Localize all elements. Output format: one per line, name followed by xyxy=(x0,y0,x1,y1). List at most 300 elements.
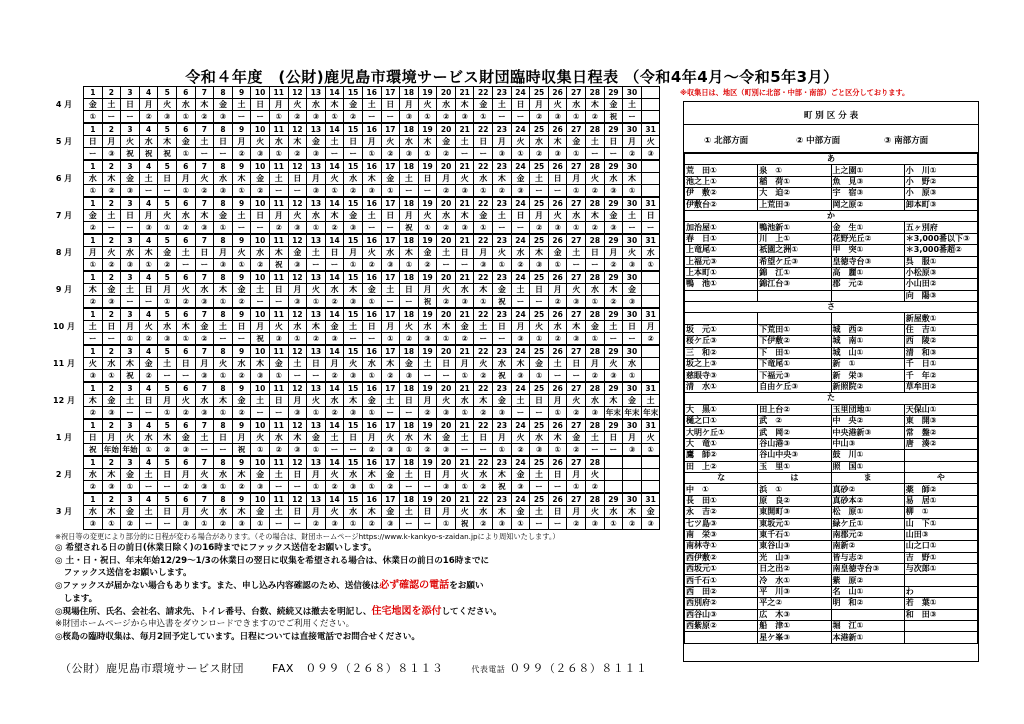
collection-calendar xyxy=(55,86,669,530)
day-cell: 9 xyxy=(232,383,251,395)
code-cell: ② xyxy=(84,481,103,493)
ward-cell: 広 木③ xyxy=(758,609,831,620)
weekday-cell: 木 xyxy=(567,321,586,333)
ward-cell xyxy=(904,621,977,632)
weekday-cell: 月 xyxy=(604,247,623,259)
code-cell: ー xyxy=(288,518,307,530)
day-cell: 7 xyxy=(195,124,214,136)
ward-cell: 住 吉① xyxy=(904,324,977,335)
day-cell: 11 xyxy=(269,383,288,395)
ward-cell: 呉 服① xyxy=(904,256,977,267)
day-cell: 4 xyxy=(139,346,158,358)
day-cell xyxy=(604,457,623,469)
code-cell: ③ xyxy=(195,222,214,234)
weekday-cell: 木 xyxy=(418,432,437,444)
weekday-cell: 土 xyxy=(214,321,233,333)
weekday-cell: 火 xyxy=(176,284,195,296)
code-cell: ② xyxy=(307,518,326,530)
day-cell: 28 xyxy=(586,346,605,358)
code-cell: 祝 xyxy=(121,148,140,160)
code-cell: ② xyxy=(288,148,307,160)
month-table xyxy=(83,234,660,271)
code-cell: ③ xyxy=(307,148,326,160)
weekday-cell: 水 xyxy=(176,99,195,111)
day-cell: 12 xyxy=(288,87,307,99)
day-cell: 3 xyxy=(121,87,140,99)
weekday-cell: 月 xyxy=(102,432,121,444)
day-cell: 22 xyxy=(474,235,493,247)
day-cell: 25 xyxy=(530,161,549,173)
month-table xyxy=(83,382,660,419)
weekday-cell: 火 xyxy=(195,469,214,481)
code-cell: ③ xyxy=(400,370,419,382)
table-row xyxy=(685,165,978,176)
weekday-cell: 木 xyxy=(325,99,344,111)
ward-cell: 松 原① xyxy=(831,507,904,518)
section-header: か xyxy=(685,210,978,221)
ward-cell: 下伊敷② xyxy=(758,336,831,347)
day-cell: 24 xyxy=(511,161,530,173)
code-cell: ③ xyxy=(548,148,567,160)
day-cell: 26 xyxy=(548,198,567,210)
weekday-cell: 金 xyxy=(251,506,270,518)
weekday-cell: 木 xyxy=(586,210,605,222)
weekday-cell: 土 xyxy=(474,321,493,333)
ward-cell: 中 央② xyxy=(831,415,904,426)
day-cell: 17 xyxy=(381,309,400,321)
weekday-cell: 月 xyxy=(530,210,549,222)
code-cell xyxy=(641,481,660,493)
weekday-cell: 金 xyxy=(604,210,623,222)
code-cell xyxy=(604,481,623,493)
weekday-cell: 水 xyxy=(418,321,437,333)
ward-cell: 桜ケ丘③ xyxy=(685,336,758,347)
day-cell: 13 xyxy=(307,272,326,284)
weekday-cell: 火 xyxy=(84,358,103,370)
code-cell: ① xyxy=(307,444,326,456)
day-cell: 25 xyxy=(530,383,549,395)
weekday-cell: 火 xyxy=(586,173,605,185)
note-line: ファックス送信をお願いします。 xyxy=(55,568,192,579)
weekday-cell: 水 xyxy=(344,173,363,185)
weekday-cell: 日 xyxy=(474,432,493,444)
day-cell: 18 xyxy=(400,198,419,210)
weekday-cell: 日 xyxy=(604,136,623,148)
code-cell: ー xyxy=(400,296,419,308)
day-cell: 28 xyxy=(586,272,605,284)
weekday-cell: 火 xyxy=(381,136,400,148)
weekday-cell: 水 xyxy=(214,173,233,185)
day-cell: 15 xyxy=(344,383,363,395)
code-cell: ー xyxy=(84,333,103,345)
ward-cell: 大明ケ丘① xyxy=(685,427,758,438)
day-cell: 30 xyxy=(623,420,642,432)
day-cell: 7 xyxy=(195,420,214,432)
ward-cell: 薬 師② xyxy=(904,484,977,495)
table-row xyxy=(685,279,978,290)
legend-central: ② 中部方面 xyxy=(796,136,841,146)
code-cell: ② xyxy=(474,518,493,530)
code-cell: ① xyxy=(474,185,493,197)
weekday-cell: 月 xyxy=(400,210,419,222)
code-cell: ③ xyxy=(381,444,400,456)
ward-cell: 玉里団地① xyxy=(831,404,904,415)
ward-cell xyxy=(831,290,904,301)
day-cell: 19 xyxy=(418,420,437,432)
code-cell: ① xyxy=(400,259,419,271)
day-cell: 1 xyxy=(84,383,103,395)
weekday-cell: 金 xyxy=(121,173,140,185)
code-cell: ③ xyxy=(195,370,214,382)
weekday-cell: 水 xyxy=(400,136,419,148)
code-cell: ー xyxy=(158,185,177,197)
code-cell: ー xyxy=(493,333,512,345)
day-cell: 20 xyxy=(437,272,456,284)
ward-cell: 武 岡② xyxy=(758,427,831,438)
day-cell: 16 xyxy=(362,457,381,469)
day-cell: 23 xyxy=(493,420,512,432)
code-cell: ② xyxy=(232,481,251,493)
ward-cell: 武 ② xyxy=(758,415,831,426)
code-cell: ② xyxy=(511,444,530,456)
weekday-cell: 木 xyxy=(586,99,605,111)
day-cell: 4 xyxy=(139,124,158,136)
weekday-cell: 木 xyxy=(214,395,233,407)
ward-cell: 城 山① xyxy=(831,347,904,358)
weekday-cell: 火 xyxy=(641,136,660,148)
ward-cell xyxy=(685,632,758,643)
code-cell: ① xyxy=(84,259,103,271)
weekday-cell: 土 xyxy=(102,210,121,222)
day-cell: 25 xyxy=(530,494,549,506)
ward-cell: 若 葉① xyxy=(904,598,977,609)
day-cell: 28 xyxy=(586,383,605,395)
code-cell: ② xyxy=(567,518,586,530)
day-cell: 12 xyxy=(288,494,307,506)
notes-section xyxy=(55,532,685,644)
day-cell: 14 xyxy=(325,346,344,358)
table-row xyxy=(685,438,978,449)
code-cell: ① xyxy=(214,481,233,493)
weekday-cell: 日 xyxy=(511,210,530,222)
weekday-cell: 水 xyxy=(455,395,474,407)
code-cell: ③ xyxy=(362,185,381,197)
day-cell: 27 xyxy=(567,124,586,136)
day-cell: 4 xyxy=(139,309,158,321)
day-cell: 14 xyxy=(325,161,344,173)
code-cell: ② xyxy=(325,296,344,308)
day-cell: 29 xyxy=(604,420,623,432)
weekday-cell: 木 xyxy=(195,99,214,111)
day-cell: 28 xyxy=(586,235,605,247)
day-cell: 12 xyxy=(288,457,307,469)
day-cell: 21 xyxy=(455,457,474,469)
ward-cell: 鷹 師② xyxy=(685,450,758,461)
weekday-cell: 火 xyxy=(530,321,549,333)
ward-cell: 大 迫② xyxy=(758,188,831,199)
code-cell: ① xyxy=(586,296,605,308)
code-cell: ① xyxy=(214,407,233,419)
day-cell: 29 xyxy=(604,235,623,247)
code-cell: ー xyxy=(641,222,660,234)
table-row xyxy=(685,484,978,495)
ward-cell: 小 野② xyxy=(904,176,977,187)
weekday-cell: 火 xyxy=(269,321,288,333)
day-cell: 19 xyxy=(418,346,437,358)
weekday-cell: 金 xyxy=(511,506,530,518)
weekday-cell: 火 xyxy=(195,506,214,518)
code-cell: ① xyxy=(567,481,586,493)
code-cell: ③ xyxy=(121,259,140,271)
weekday-cell: 木 xyxy=(325,210,344,222)
code-cell: ③ xyxy=(195,481,214,493)
code-cell: ① xyxy=(102,370,121,382)
weekday-cell: 土 xyxy=(269,173,288,185)
weekday-cell: 金 xyxy=(251,173,270,185)
day-cell: 18 xyxy=(400,420,419,432)
weekday-cell: 金 xyxy=(381,469,400,481)
code-cell: ② xyxy=(139,111,158,123)
weekday-cell: 木 xyxy=(362,173,381,185)
table-row xyxy=(84,185,660,197)
code-cell: ③ xyxy=(102,481,121,493)
table-row xyxy=(84,370,660,382)
day-cell: 30 xyxy=(623,494,642,506)
day-cell: 11 xyxy=(269,457,288,469)
month-table xyxy=(83,419,660,456)
code-cell: ③ xyxy=(493,148,512,160)
weekday-cell: 金 xyxy=(511,469,530,481)
weekday-cell: 土 xyxy=(84,321,103,333)
weekday-cell: 土 xyxy=(325,136,344,148)
note-line: ◎ 希望される日の前日(休業日除く)の16時までにファックス送信をお願いします。 xyxy=(55,543,377,553)
table-row xyxy=(685,256,978,267)
weekday-cell: 土 xyxy=(400,173,419,185)
day-cell: 1 xyxy=(84,457,103,469)
weekday-cell: 日 xyxy=(269,395,288,407)
day-cell: 11 xyxy=(269,272,288,284)
day-cell: 24 xyxy=(511,198,530,210)
month-label: 9 月 xyxy=(55,285,73,294)
day-cell: 1 xyxy=(84,198,103,210)
day-cell: 14 xyxy=(325,198,344,210)
weekday-cell xyxy=(641,99,660,111)
code-cell: ー xyxy=(344,333,363,345)
code-cell xyxy=(641,370,660,382)
day-cell: 10 xyxy=(251,235,270,247)
day-cell: 6 xyxy=(176,235,195,247)
ward-cell: 光 山③ xyxy=(758,552,831,563)
day-cell: 25 xyxy=(530,198,549,210)
day-cell: 16 xyxy=(362,235,381,247)
code-cell: ① xyxy=(418,111,437,123)
day-cell: 20 xyxy=(437,420,456,432)
ward-cell: 南 栄③ xyxy=(685,529,758,540)
code-cell: ② xyxy=(418,259,437,271)
weekday-cell: 金 xyxy=(362,395,381,407)
code-cell: ① xyxy=(641,444,660,456)
month-label: 1 月 xyxy=(55,433,73,442)
weekday-cell: 月 xyxy=(362,136,381,148)
footer-org: （公財）鹿児島市環境サービス財団 xyxy=(60,662,244,675)
weekday-cell: 水 xyxy=(586,284,605,296)
day-cell: 25 xyxy=(530,124,549,136)
day-cell: 29 xyxy=(604,87,623,99)
weekday-cell: 日 xyxy=(214,432,233,444)
table-row xyxy=(685,621,978,632)
ward-cell: ＊3,000番以下③ xyxy=(904,233,977,244)
note-line xyxy=(55,580,685,593)
weekday-cell: 金 xyxy=(604,99,623,111)
code-cell: ー xyxy=(232,333,251,345)
weekday-cell: 日 xyxy=(139,395,158,407)
weekday-cell: 木 xyxy=(84,284,103,296)
code-cell: ③ xyxy=(400,111,419,123)
ward-table-header xyxy=(684,102,978,153)
day-cell: 26 xyxy=(548,457,567,469)
weekday-cell: 金 xyxy=(269,358,288,370)
code-cell: ③ xyxy=(288,296,307,308)
day-cell: 9 xyxy=(232,346,251,358)
weekday-cell: 火 xyxy=(418,210,437,222)
day-cell: 25 xyxy=(530,457,549,469)
code-cell: ① xyxy=(474,296,493,308)
code-cell: ③ xyxy=(121,185,140,197)
day-cell: 19 xyxy=(418,272,437,284)
weekday-cell: 水 xyxy=(400,432,419,444)
code-cell: ② xyxy=(381,481,400,493)
code-cell: ① xyxy=(269,148,288,160)
day-cell: 31 xyxy=(641,309,660,321)
code-cell: ① xyxy=(269,370,288,382)
code-cell: ② xyxy=(176,296,195,308)
code-cell: ① xyxy=(84,111,103,123)
code-cell: ー xyxy=(307,370,326,382)
section-header: な xyxy=(685,472,758,483)
ward-cell: 緑ケ丘① xyxy=(831,518,904,529)
code-cell: ③ xyxy=(344,370,363,382)
day-cell: 8 xyxy=(214,346,233,358)
weekday-cell: 火 xyxy=(344,358,363,370)
ward-cell: 坂 元① xyxy=(685,324,758,335)
day-cell: 7 xyxy=(195,161,214,173)
code-cell: 祝 xyxy=(604,111,623,123)
code-cell: ① xyxy=(567,185,586,197)
month-label: 11 月 xyxy=(53,359,75,368)
ward-cell: 西坂元① xyxy=(685,564,758,575)
table-row xyxy=(685,336,978,347)
day-cell: 28 xyxy=(586,457,605,469)
day-cell: 2 xyxy=(102,420,121,432)
day-cell: 27 xyxy=(567,235,586,247)
code-cell: ① xyxy=(548,259,567,271)
code-cell: ① xyxy=(530,370,549,382)
weekday-cell: 日 xyxy=(158,469,177,481)
weekday-cell: 土 xyxy=(158,358,177,370)
weekday-cell: 日 xyxy=(195,247,214,259)
ward-cell: 千 日① xyxy=(904,359,977,370)
day-cell: 20 xyxy=(437,161,456,173)
ward-cell: わ xyxy=(904,586,977,597)
table-row xyxy=(685,507,978,518)
weekday-cell: 日 xyxy=(400,284,419,296)
code-cell: ② xyxy=(567,407,586,419)
day-cell: 13 xyxy=(307,235,326,247)
weekday-cell: 土 xyxy=(400,506,419,518)
weekday-cell: 土 xyxy=(418,358,437,370)
weekday-cell: 金 xyxy=(567,432,586,444)
day-cell: 1 xyxy=(84,235,103,247)
table-row xyxy=(685,370,978,381)
weekday-cell: 月 xyxy=(158,284,177,296)
day-cell: 18 xyxy=(400,494,419,506)
code-cell xyxy=(641,111,660,123)
day-cell: 16 xyxy=(362,420,381,432)
code-cell: ー xyxy=(362,111,381,123)
code-cell: ③ xyxy=(493,407,512,419)
weekday-cell: 土 xyxy=(232,99,251,111)
code-cell: ② xyxy=(344,185,363,197)
code-cell: ー xyxy=(121,222,140,234)
code-cell: 祝 xyxy=(493,296,512,308)
ward-cell: 坂之上③ xyxy=(685,359,758,370)
code-cell: ー xyxy=(455,444,474,456)
code-cell: ③ xyxy=(344,296,363,308)
weekday-cell: 木 xyxy=(548,136,567,148)
weekday-cell: 水 xyxy=(567,210,586,222)
weekday-cell: 木 xyxy=(604,395,623,407)
weekday-cell: 日 xyxy=(530,395,549,407)
weekday-cell: 火 xyxy=(437,395,456,407)
table-row xyxy=(685,199,978,210)
weekday-cell: 土 xyxy=(455,136,474,148)
code-cell: ① xyxy=(474,222,493,234)
code-cell: ー xyxy=(325,444,344,456)
day-cell: 3 xyxy=(121,235,140,247)
ward-cell: 向 陽③ xyxy=(904,290,977,301)
ward-cell: 小 川① xyxy=(904,165,977,176)
weekday-cell: 金 xyxy=(84,210,103,222)
weekday-cell: 水 xyxy=(530,432,549,444)
weekday-cell: 土 xyxy=(641,395,660,407)
weekday-cell: 月 xyxy=(325,358,344,370)
ward-cell: 上之園① xyxy=(831,165,904,176)
code-cell: ー xyxy=(530,185,549,197)
weekday-cell: 火 xyxy=(214,358,233,370)
day-cell: 20 xyxy=(437,383,456,395)
day-cell: 5 xyxy=(158,235,177,247)
ward-cell xyxy=(904,632,977,643)
ward-cell: 船 津① xyxy=(758,621,831,632)
day-cell: 29 xyxy=(604,309,623,321)
day-cell: 3 xyxy=(121,161,140,173)
day-cell: 1 xyxy=(84,309,103,321)
weekday-cell: 日 xyxy=(251,210,270,222)
weekday-cell: 木 xyxy=(474,395,493,407)
code-cell: ① xyxy=(288,333,307,345)
day-cell: 29 xyxy=(604,161,623,173)
code-cell: ① xyxy=(511,518,530,530)
day-cell: 11 xyxy=(269,494,288,506)
ward-cell: 本港新① xyxy=(831,632,904,643)
legend-north: ① 北部方面 xyxy=(704,136,749,146)
weekday-cell: 水 xyxy=(102,358,121,370)
ward-cell: 唐 湊② xyxy=(904,438,977,449)
weekday-cell: 金 xyxy=(511,173,530,185)
day-cell: 24 xyxy=(511,87,530,99)
code-cell: ① xyxy=(623,370,642,382)
day-cell: 4 xyxy=(139,198,158,210)
